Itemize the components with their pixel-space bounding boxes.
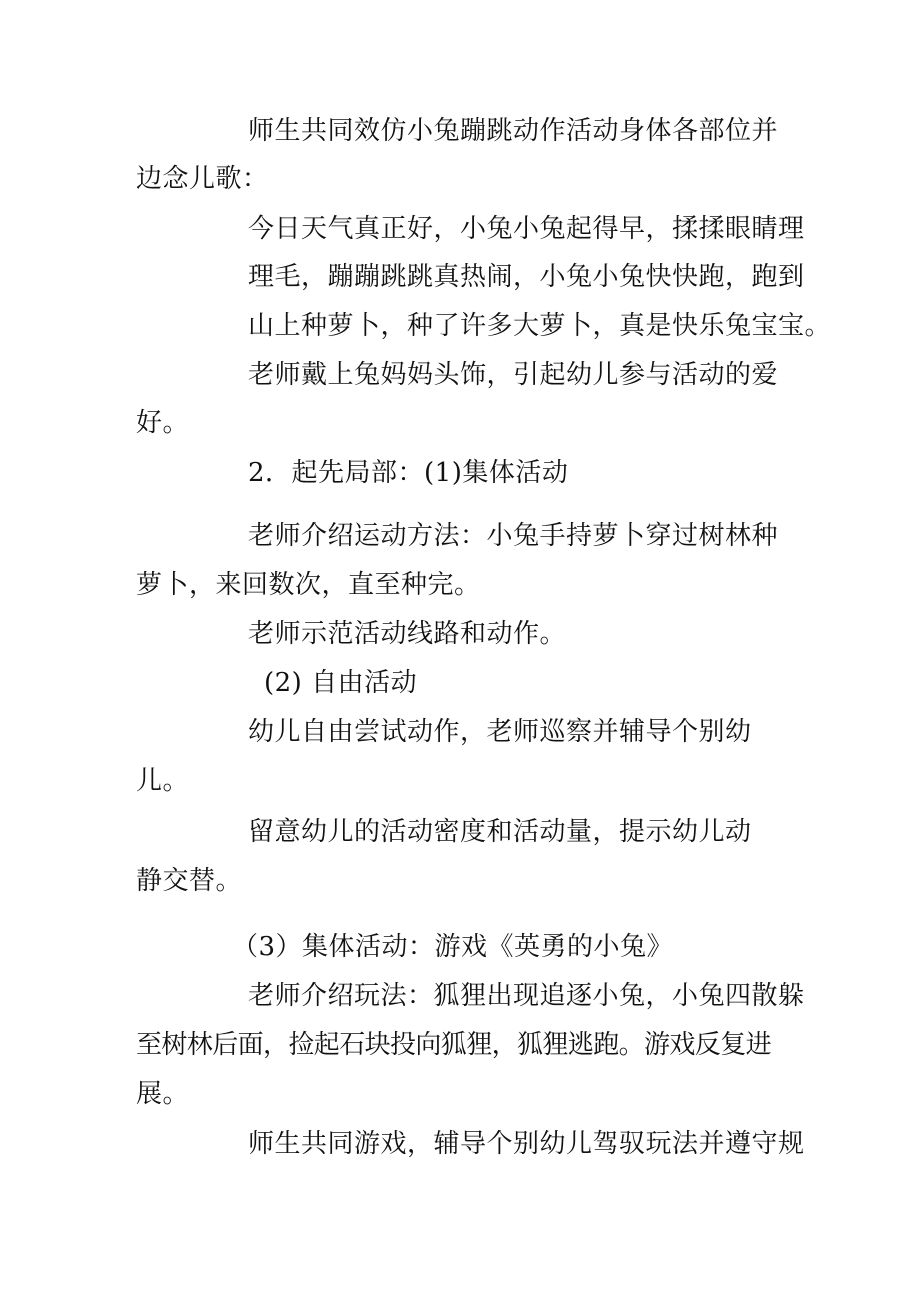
- paragraph-line: 儿。: [136, 766, 190, 796]
- paragraph-line: 静交替。: [136, 866, 243, 896]
- subsection-heading: （3）集体活动：游戏《英勇的小兔》: [232, 932, 674, 962]
- paragraph-line: 幼儿自由尝试动作，老师巡察并辅导个别幼: [248, 717, 752, 747]
- paragraph-line: 边念儿歌：: [136, 164, 269, 194]
- paragraph-line: 展。: [136, 1079, 190, 1109]
- section-heading: 2．起先局部：(1)集体活动: [248, 458, 569, 488]
- paragraph-line: 师生共同游戏，辅导个别幼儿驾驭玩法并遵守规: [248, 1129, 805, 1159]
- paragraph-line: 留意幼儿的活动密度和活动量，提示幼儿动: [248, 817, 752, 847]
- paragraph-line: 师生共同效仿小兔蹦跳动作活动身体各部位并: [248, 116, 779, 146]
- poem-line: 山上种萝卜，种了许多大萝卜，真是快乐兔宝宝。: [248, 311, 832, 341]
- paragraph-line: 老师戴上兔妈妈头饰，引起幼儿参与活动的爱: [248, 360, 779, 390]
- poem-line: 理毛，蹦蹦跳跳真热闹，小兔小兔快快跑，跑到: [248, 262, 805, 292]
- subsection-heading: (2) 自由活动: [264, 668, 418, 698]
- poem-line: 今日天气真正好，小兔小兔起得早，揉揉眼睛理: [248, 214, 805, 244]
- paragraph-line: 萝卜，来回数次，直至种完。: [136, 570, 481, 600]
- paragraph-line: 老师介绍玩法：狐狸出现追逐小兔，小兔四散躲: [248, 981, 805, 1011]
- paragraph-line: 好。: [136, 408, 190, 438]
- paragraph-line: 至树林后面，捡起石块投向狐狸，狐狸逃跑。游戏反复进: [136, 1030, 772, 1060]
- paragraph-line: 老师示范活动线路和动作。: [248, 619, 567, 649]
- paragraph-line: 老师介绍运动方法：小兔手持萝卜穿过树林种: [248, 521, 779, 551]
